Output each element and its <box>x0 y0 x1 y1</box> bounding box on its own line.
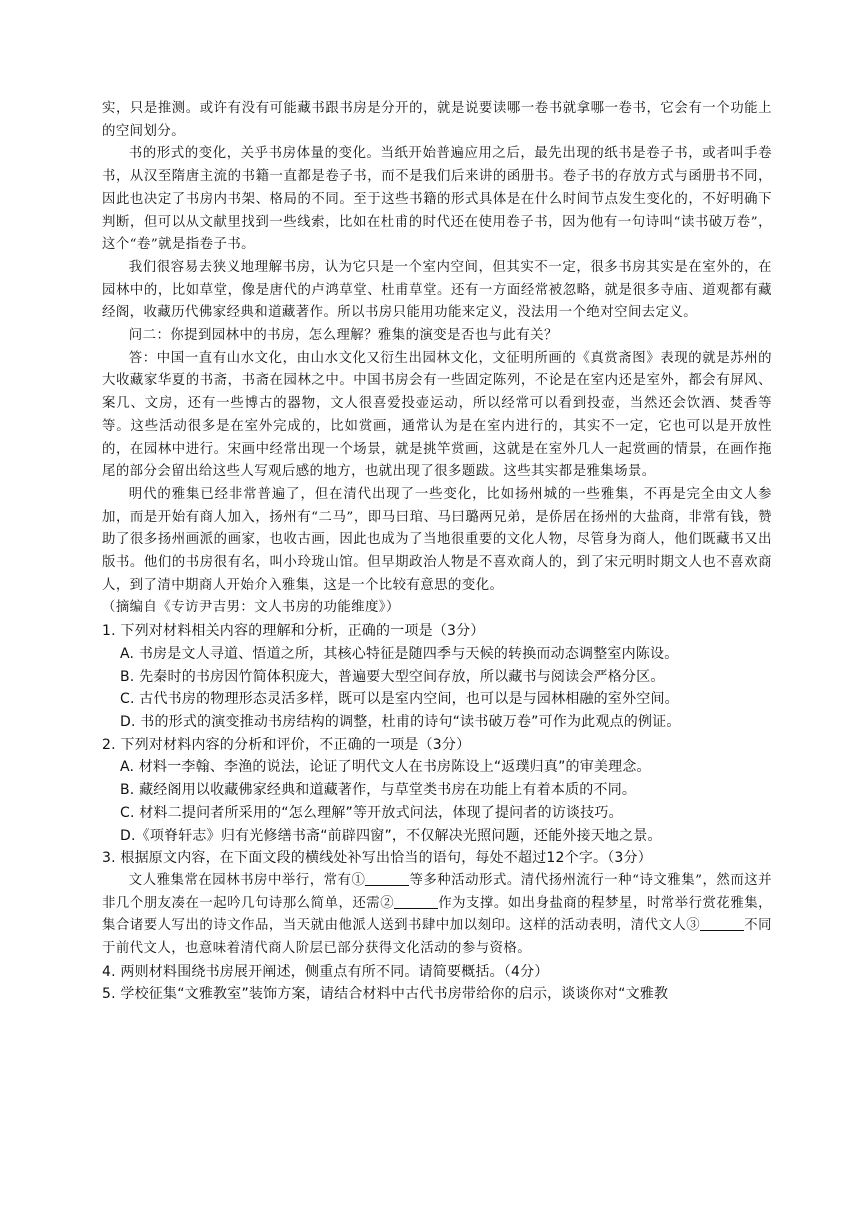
source-citation: （摘编自《专访尹吉男：文人书房的功能维度》） <box>102 600 400 616</box>
question-1-option-d: D. 书的形式的演变推动书房结构的调整，杜甫的诗句“读书破万卷”可作为此观点的例证。 <box>120 713 681 730</box>
reading-passage <box>102 98 772 620</box>
answer-blank-3[interactable] <box>700 916 744 931</box>
fill-text: 文人雅集常在园林书房中举行，常有① <box>128 872 366 888</box>
question-1-option-c: C. 古代书房的物理形态灵活多样，既可以是室内空间，也可以是与园林相融的室外空间。 <box>120 691 679 708</box>
answer-blank-1[interactable] <box>365 871 409 886</box>
questions-section <box>102 620 772 1006</box>
question-3-stem: 3. 根据原文内容，在下面文段的横线处补写出恰当的语句，每处不超过12个字。（3分） <box>102 850 652 867</box>
passage-paragraph: 明代的雅集已经非常普遍了，但在清代出现了一些变化，比如扬州城的一些雅集，不再是完全由文人参加，而是开始有商人加入，扬州有“二马”，即马曰琯、马曰璐两兄弟，是侨居在扬州的大盐商，非常有钱，赞助了很多扬州画派的画家，也收古画，因此也成为了当地很重要的文化人物，尽管身为商人，他们既藏书又出版书。他们的书房很有名，叫小玲珑山馆。但早期政治人物是不喜欢商人的，到了宋元明时期文人也不喜欢商人，到了清中期商人开始介入雅集，这是一个比较有意思的变化。 <box>102 486 772 593</box>
passage-paragraph: 实，只是推测。或许有没有可能藏书跟书房是分开的，就是说要读哪一卷书就拿哪一卷书，它会有一个功能上的空间划分。 <box>102 101 772 139</box>
fill-text: 作为支撑。如出身盐商的程梦星，时常举行赏花雅集，集合诸要人写出的诗文作品，当天就由他派人送到书肆中加以刻印。这样的活动表明，清代文人③ <box>102 895 772 934</box>
passage-paragraph: 我们很容易去狭义地理解书房，认为它只是一个室内空间，但其实不一定，很多书房其实是在室外的，在园林中的，比如草堂，像是唐代的卢鸿草堂、杜甫草堂。还有一方面经常被忽略，就是很多寺庙、道观都有藏经阁，收藏历代佛家经典和道藏著作。所以书房只能用功能来定义，没法用一个绝对空间去定义。 <box>102 259 772 321</box>
question-3-passage <box>102 870 772 961</box>
answer-blank-2[interactable] <box>394 894 438 909</box>
interview-answer: 答：中国一直有山水文化，由山水文化又衍生出园林文化，文征明所画的《真赏斋图》表现的就是苏州的大收藏家华夏的书斋，书斋在园林之中。中国书房会有一些固定陈列，不论是在室内还是室外，都会有屏风、案几、文房，还有一些博古的器物，文人很喜爱投壶运动，所以经常可以看到投壶，当然还会饮酒、焚香等等。这些活动很多是在室外完成的，比如赏画，通常认为是在室内进行的，其实不一定，它也可以是开放性的，在园林中进行。宋画中经常出现一个场景，就是挑竿赏画，这就是在室外几人一起赏画的情景，在画作拖尾的部分会留出给这些人写观后感的地方，也就出现了很多题跋。这些其实都是雅集场景。 <box>102 350 772 480</box>
question-1-option-a: A. 书房是文人寻道、悟道之所，其核心特征是随四季与天候的转换而动态调整室内陈设。 <box>120 645 679 662</box>
question-5-stem: 5. 学校征集“文雅教室”装饰方案，请结合材料中古代书房带给你的启示，谈谈你对“文雅教 <box>102 986 669 1003</box>
question-2-option-d: D.《项脊轩志》归有光修缮书斋“前辟四窗”，不仅解决光照问题，还能外接天地之景。 <box>120 827 662 844</box>
question-1-stem: 1. 下列对材料相关内容的理解和分析，正确的一项是（3分） <box>102 623 485 640</box>
question-1-option-b: B. 先秦时的书房因竹简体积庞大，普遍要大型空间存放，所以藏书与阅读会严格分区。 <box>120 668 665 685</box>
question-2-option-b: B. 藏经阁用以收藏佛家经典和道藏著作，与草堂类书房在功能上有着本质的不同。 <box>120 782 637 799</box>
fill-text: 等多种活动形式。清代扬州流行一种“诗文雅集”，然而这并非几个朋友凑在一起吟几句诗那么简单，还需② <box>102 872 773 911</box>
question-2-option-a: A. 材料一李翰、李渔的说法，论证了明代文人在书房陈设上“返璞归真”的审美理念。 <box>120 759 651 776</box>
passage-paragraph: 书的形式的变化，关乎书房体量的变化。当纸开始普遍应用之后，最先出现的纸书是卷子书，或者叫手卷书，从汉至隋唐主流的书籍一直都是卷子书，而不是我们后来讲的函册书。卷子书的存放方式与函册书不同，因此也决定了书房内书架、格局的不同。至于这些书籍的形式具体是在什么时间节点发生变化的，不好明确下判断，但可以从文献里找到一些线索，比如在杜甫的时代还在使用卷子书，因为他有一句诗叫“读书破万卷”，这个“卷”就是指卷子书。 <box>102 146 772 253</box>
question-4-stem: 4. 两则材料围绕书房展开阐述，侧重点有所不同。请简要概括。（4分） <box>102 963 549 980</box>
question-2-stem: 2. 下列对材料内容的分析和评价，不正确的一项是（3分） <box>102 736 471 753</box>
fill-text: 不同于前代文人，也意味着清代商人阶层已部分获得文化活动的参与资格。 <box>102 918 772 957</box>
fill-in-paragraph <box>102 870 772 961</box>
interview-question-two: 问二：你提到园林中的书房，怎么理解？雅集的演变是否也与此有关？ <box>128 328 558 344</box>
question-2-option-c: C. 材料二提问者所采用的“怎么理解”等开放式问法，体现了提问者的访谈技巧。 <box>120 804 623 821</box>
